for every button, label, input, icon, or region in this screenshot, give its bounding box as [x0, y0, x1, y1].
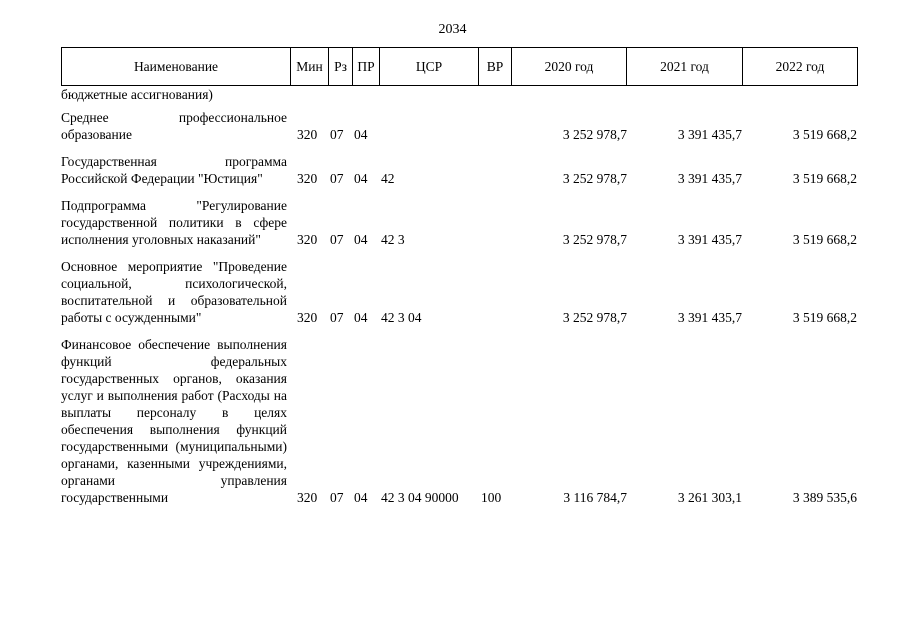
row-name: Среднее профессиональное образование	[61, 110, 287, 142]
row-csr: 42 3 04	[381, 310, 422, 325]
row-2022: 3 519 668,2	[792, 310, 857, 325]
row-rz: 07	[330, 310, 344, 325]
row-pr: 04	[354, 127, 368, 142]
row-2022: 3 389 535,6	[792, 490, 857, 505]
row-2021: 3 391 435,7	[677, 310, 742, 325]
table-row	[61, 336, 857, 506]
header-2021: 2021 год	[627, 48, 743, 86]
page-number: 2034	[438, 22, 467, 37]
row-pr: 04	[354, 171, 368, 186]
row-rz: 07	[330, 232, 344, 247]
table-row	[61, 197, 857, 248]
header-2022: 2022 год	[743, 48, 858, 86]
row-2021: 3 391 435,7	[677, 127, 742, 142]
row-csr: 42	[381, 171, 395, 186]
row-min: 320	[297, 127, 318, 142]
row-2020: 3 252 978,7	[562, 232, 627, 247]
row-2020: 3 252 978,7	[562, 127, 627, 142]
row-name: Финансовое обеспечение выполнения функций федеральных государственных органов, оказания услуг и выполнения работ (Расходы на выплаты персоналу в целях обеспечения выполнения функций государственными (муниципальными) органами, казенными учреждениями, органами управления государственными	[61, 337, 287, 505]
row-rz: 07	[330, 171, 344, 186]
row-pr: 04	[354, 310, 368, 325]
table-body	[61, 86, 857, 516]
row-2021: 3 391 435,7	[677, 232, 742, 247]
row-2022: 3 519 668,2	[792, 127, 857, 142]
table-row	[61, 258, 857, 326]
row-2020: 3 252 978,7	[562, 171, 627, 186]
header-min: Мин	[291, 48, 329, 86]
row-vr: 100	[481, 490, 502, 505]
row-min: 320	[297, 310, 318, 325]
table-header	[61, 47, 858, 86]
table-row	[61, 153, 857, 187]
carry-over-row	[61, 86, 857, 103]
row-min: 320	[297, 490, 318, 505]
row-rz: 07	[330, 127, 344, 142]
header-pr: ПР	[353, 48, 380, 86]
row-pr: 04	[354, 490, 368, 505]
header-rz: Рз	[329, 48, 353, 86]
row-2021: 3 261 303,1	[677, 490, 742, 505]
carry-over-text: бюджетные ассигнования)	[61, 87, 213, 102]
row-min: 320	[297, 232, 318, 247]
header-csr: ЦСР	[380, 48, 479, 86]
row-2022: 3 519 668,2	[792, 232, 857, 247]
header-vr: ВР	[479, 48, 512, 86]
table-row	[61, 109, 857, 143]
header-name: Наименование	[62, 48, 291, 86]
row-name: Основное мероприятие "Проведение социальной, психологической, воспитательной и образовательной работы с осужденными"	[61, 259, 287, 325]
row-csr: 42 3 04 90000	[381, 490, 459, 505]
row-2020: 3 116 784,7	[563, 490, 627, 505]
row-name: Государственная программа Российской Федерации "Юстиция"	[61, 154, 287, 186]
row-csr: 42 3	[381, 232, 405, 247]
header-2020: 2020 год	[512, 48, 627, 86]
row-rz: 07	[330, 490, 344, 505]
row-pr: 04	[354, 232, 368, 247]
row-2021: 3 391 435,7	[677, 171, 742, 186]
row-2022: 3 519 668,2	[792, 171, 857, 186]
row-2020: 3 252 978,7	[562, 310, 627, 325]
row-min: 320	[297, 171, 318, 186]
row-name: Подпрограмма "Регулирование государственной политики в сфере исполнения уголовных наказаний"	[61, 198, 287, 247]
